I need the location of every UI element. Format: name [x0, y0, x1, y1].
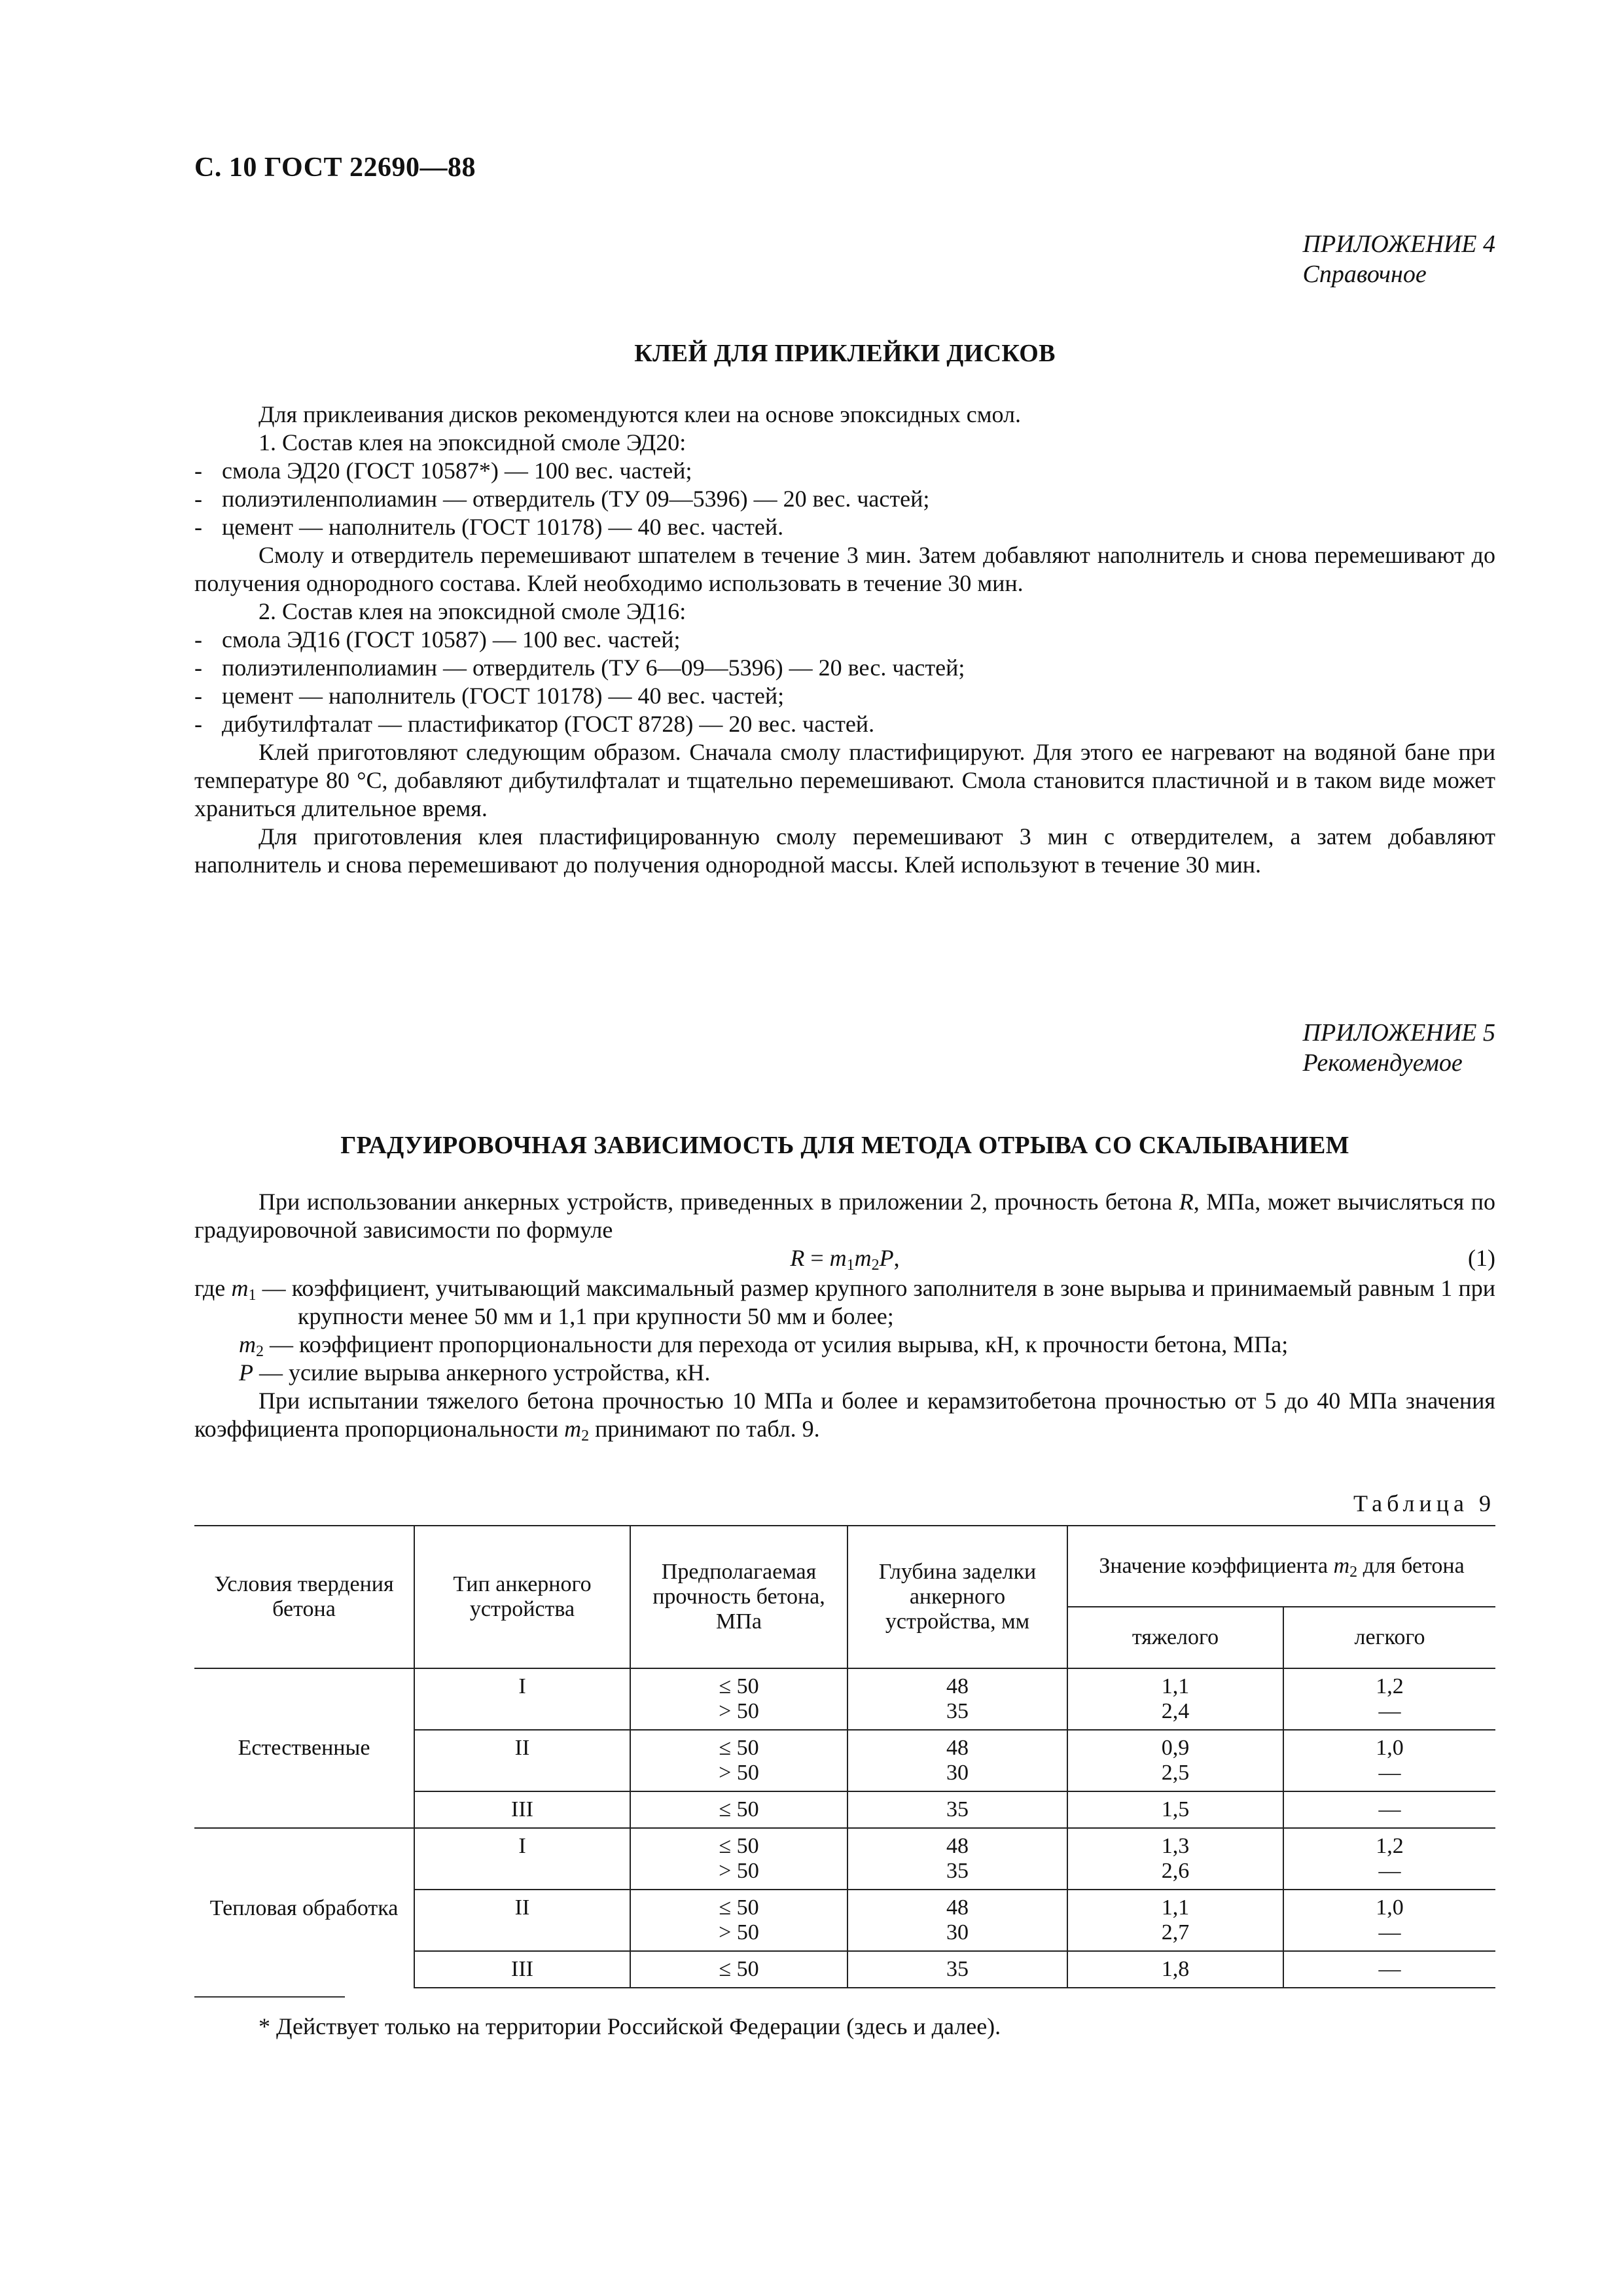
- heavy-value: 2,4: [1161, 1699, 1190, 1723]
- strength-cell: [630, 1828, 847, 1890]
- depth-cell: [847, 1668, 1067, 1730]
- formula-legend: [194, 1274, 1495, 1387]
- formula-row: [194, 1244, 1495, 1274]
- appendix-4-intro: Для приклеивания дисков рекомендуются клеи на основе эпоксидных смол.: [259, 401, 1021, 427]
- table-row: [194, 1668, 1495, 1730]
- strength-value: ≤ 50: [719, 1797, 759, 1821]
- list-item: - полиэтиленполиамин — отвердитель (ТУ 09—5396) — 20 вес. частей;: [194, 486, 930, 512]
- strength-value: > 50: [719, 1859, 759, 1883]
- strength-value: ≤ 50: [719, 1957, 759, 1981]
- heavy-cell: [1067, 1890, 1283, 1951]
- anchor-type-cell: II: [414, 1730, 630, 1791]
- strength-value: ≤ 50: [719, 1674, 759, 1698]
- depth-value: 35: [946, 1957, 969, 1981]
- light-value: —: [1378, 1761, 1401, 1785]
- list-item: - смола ЭД16 (ГОСТ 10587) — 100 вес. частей;: [194, 626, 681, 653]
- depth-value: 35: [946, 1859, 969, 1883]
- anchor-type-cell: III: [414, 1791, 630, 1828]
- header-anchor-type: Тип анкерного устройства: [414, 1526, 630, 1668]
- light-cell: [1283, 1951, 1495, 1988]
- appendix-5-status: Рекомендуемое: [1302, 1049, 1463, 1077]
- light-cell: [1283, 1791, 1495, 1828]
- light-cell: [1283, 1668, 1495, 1730]
- strength-value: > 50: [719, 1761, 759, 1785]
- appendix-5-number: ПРИЛОЖЕНИЕ 5: [1302, 1019, 1495, 1047]
- light-value: —: [1378, 1859, 1401, 1883]
- testing-paragraph: При испытании тяжелого бетона прочностью 10 МПа и более и керамзитобетона прочностью от 5 до 40 МПа значения коэффициента пропорциональности $m_2$ принимают по табл. 9.: [194, 1388, 1495, 1444]
- heavy-value: 1,5: [1161, 1797, 1190, 1821]
- appendix-4-body: [194, 401, 1495, 879]
- legend-p: P — усилие вырыва анкерного устройства, кН.: [239, 1359, 711, 1386]
- depth-cell: [847, 1828, 1067, 1890]
- strength-value: ≤ 50: [719, 1834, 759, 1858]
- list-item: - смола ЭД20 (ГОСТ 10587*) — 100 вес. частей;: [194, 457, 692, 484]
- depth-value: 48: [946, 1674, 969, 1698]
- appendix-4-title: КЛЕЙ ДЛЯ ПРИКЛЕЙКИ ДИСКОВ: [634, 340, 1056, 367]
- strength-cell: [630, 1951, 847, 1988]
- appendix-4-number: ПРИЛОЖЕНИЕ 4: [1302, 230, 1495, 258]
- strength-value: > 50: [719, 1699, 759, 1723]
- table-row: [194, 1828, 1495, 1890]
- appendix-5-intro: При использовании анкерных устройств, приведенных в приложении 2, прочность бетона R, МПа, может вычисляться по градуировочной зависимости по формуле: [194, 1189, 1495, 1243]
- anchor-type-cell: II: [414, 1890, 630, 1951]
- heavy-value: 1,1: [1161, 1674, 1190, 1698]
- appendix-4-label: [1303, 229, 1495, 289]
- heavy-cell: [1067, 1668, 1283, 1730]
- heavy-cell: [1067, 1828, 1283, 1890]
- header-coefficient: Значение коэффициента $m_2$ для бетона: [1067, 1526, 1495, 1607]
- header-condition: Условия твердения бетона: [194, 1526, 414, 1668]
- composition-1-note: Смолу и отвердитель перемешивают шпателем в течение 3 мин. Затем добавляют наполнитель и снова перемешивают до получения однородного состава. Клей необходимо использовать в течение 30 мин.: [194, 542, 1495, 596]
- footnote-rule: [194, 1996, 345, 1998]
- light-value: 1,0: [1376, 1736, 1404, 1760]
- list-item: - дибутилфталат — пластификатор (ГОСТ 8728) — 20 вес. частей.: [194, 711, 875, 737]
- light-value: 1,2: [1376, 1834, 1404, 1858]
- strength-cell: [630, 1791, 847, 1828]
- heavy-value: 1,1: [1161, 1895, 1190, 1920]
- light-value: —: [1378, 1920, 1401, 1945]
- anchor-type-cell: I: [414, 1668, 630, 1730]
- header-heavy: тяжелого: [1067, 1607, 1283, 1668]
- header-light: легкого: [1283, 1607, 1495, 1668]
- table-caption: Таблица 9: [1353, 1490, 1495, 1516]
- heavy-value: 1,3: [1161, 1834, 1190, 1858]
- light-value: —: [1378, 1797, 1401, 1821]
- composition-2-note-2: Для приготовления клея пластифицированную смолу перемешивают 3 мин с отвердителем, а затем добавляют наполнитель и снова перемешивают до получения однородной массы. Клей используют в течение 30 мин.: [194, 823, 1495, 878]
- depth-cell: [847, 1890, 1067, 1951]
- heavy-value: 2,5: [1161, 1761, 1190, 1785]
- composition-1-heading: 1. Состав клея на эпоксидной смоле ЭД20:: [259, 429, 687, 456]
- heavy-cell: [1067, 1951, 1283, 1988]
- legend-m2: $m_2$ — коэффициент пропорциональности для перехода от усилия вырыва, кН, к прочности бетона, МПа;: [239, 1331, 1289, 1360]
- appendix-4-status: Справочное: [1302, 260, 1427, 288]
- depth-value: 48: [946, 1834, 969, 1858]
- composition-2-note-1: Клей приготовляют следующим образом. Сначала смолу пластифицируют. Для этого ее нагревают на водяной бане при температуре 80 °С, добавляют дибутилфталат и тщательно перемешивают. Смола становится пластичной и в таком виде может храниться длительное время.: [194, 739, 1495, 821]
- light-value: —: [1378, 1699, 1401, 1723]
- heavy-value: 1,8: [1161, 1957, 1190, 1981]
- condition-cell: Естественные: [194, 1668, 414, 1828]
- depth-value: 48: [946, 1895, 969, 1920]
- legend-m1: где $m_1$ — коэффициент, учитывающий максимальный размер крупного заполнителя в зоне вырыва и принимаемый равным 1 при крупности менее 50 мм и 1,1 при крупности 50 мм и более;: [194, 1275, 1495, 1329]
- strength-value: ≤ 50: [719, 1895, 759, 1920]
- depth-value: 35: [946, 1699, 969, 1723]
- light-value: —: [1378, 1957, 1401, 1981]
- composition-2-heading: 2. Состав клея на эпоксидной смоле ЭД16:: [259, 598, 687, 624]
- depth-value: 48: [946, 1736, 969, 1760]
- appendix-5-label: [1303, 1018, 1495, 1078]
- light-cell: [1283, 1890, 1495, 1951]
- heavy-value: 2,6: [1161, 1859, 1190, 1883]
- appendix-5-title: ГРАДУИРОВОЧНАЯ ЗАВИСИМОСТЬ ДЛЯ МЕТОДА ОТРЫВА СО СКАЛЫВАНИЕМ: [340, 1132, 1349, 1159]
- condition-cell: Тепловая обработка: [194, 1828, 414, 1988]
- light-value: 1,2: [1376, 1674, 1404, 1698]
- depth-value: 30: [946, 1761, 969, 1785]
- list-item: - цемент — наполнитель (ГОСТ 10178) — 40 вес. частей.: [194, 514, 784, 540]
- strength-cell: [630, 1890, 847, 1951]
- depth-cell: [847, 1730, 1067, 1791]
- appendix-5-body: [194, 1188, 1495, 1443]
- light-cell: [1283, 1828, 1495, 1890]
- depth-value: 30: [946, 1920, 969, 1945]
- heavy-cell: [1067, 1791, 1283, 1828]
- strength-value: > 50: [719, 1920, 759, 1945]
- running-head: С. 10 ГОСТ 22690—88: [194, 152, 476, 183]
- header-strength: Предполагаемая прочность бетона, МПа: [630, 1526, 847, 1668]
- depth-cell: [847, 1951, 1067, 1988]
- light-value: 1,0: [1376, 1895, 1404, 1920]
- coefficient-table: [194, 1525, 1495, 1988]
- anchor-type-cell: I: [414, 1828, 630, 1890]
- footnote: * Действует только на территории Российской Федерации (здесь и далее).: [259, 2013, 1001, 2039]
- strength-cell: [630, 1668, 847, 1730]
- light-cell: [1283, 1730, 1495, 1791]
- depth-cell: [847, 1791, 1067, 1828]
- heavy-value: 2,7: [1161, 1920, 1190, 1945]
- strength-value: ≤ 50: [719, 1736, 759, 1760]
- formula-number: (1): [1468, 1245, 1495, 1271]
- list-item: - цемент — наполнитель (ГОСТ 10178) — 40 вес. частей;: [194, 683, 785, 709]
- depth-value: 35: [946, 1797, 969, 1821]
- formula: $R = m_1m_2P$,: [790, 1245, 900, 1274]
- strength-cell: [630, 1730, 847, 1791]
- heavy-cell: [1067, 1730, 1283, 1791]
- list-item: - полиэтиленполиамин — отвердитель (ТУ 6—09—5396) — 20 вес. частей;: [194, 655, 965, 681]
- anchor-type-cell: III: [414, 1951, 630, 1988]
- header-depth: Глубина заделки анкерного устройства, мм: [847, 1526, 1067, 1668]
- heavy-value: 0,9: [1161, 1736, 1190, 1760]
